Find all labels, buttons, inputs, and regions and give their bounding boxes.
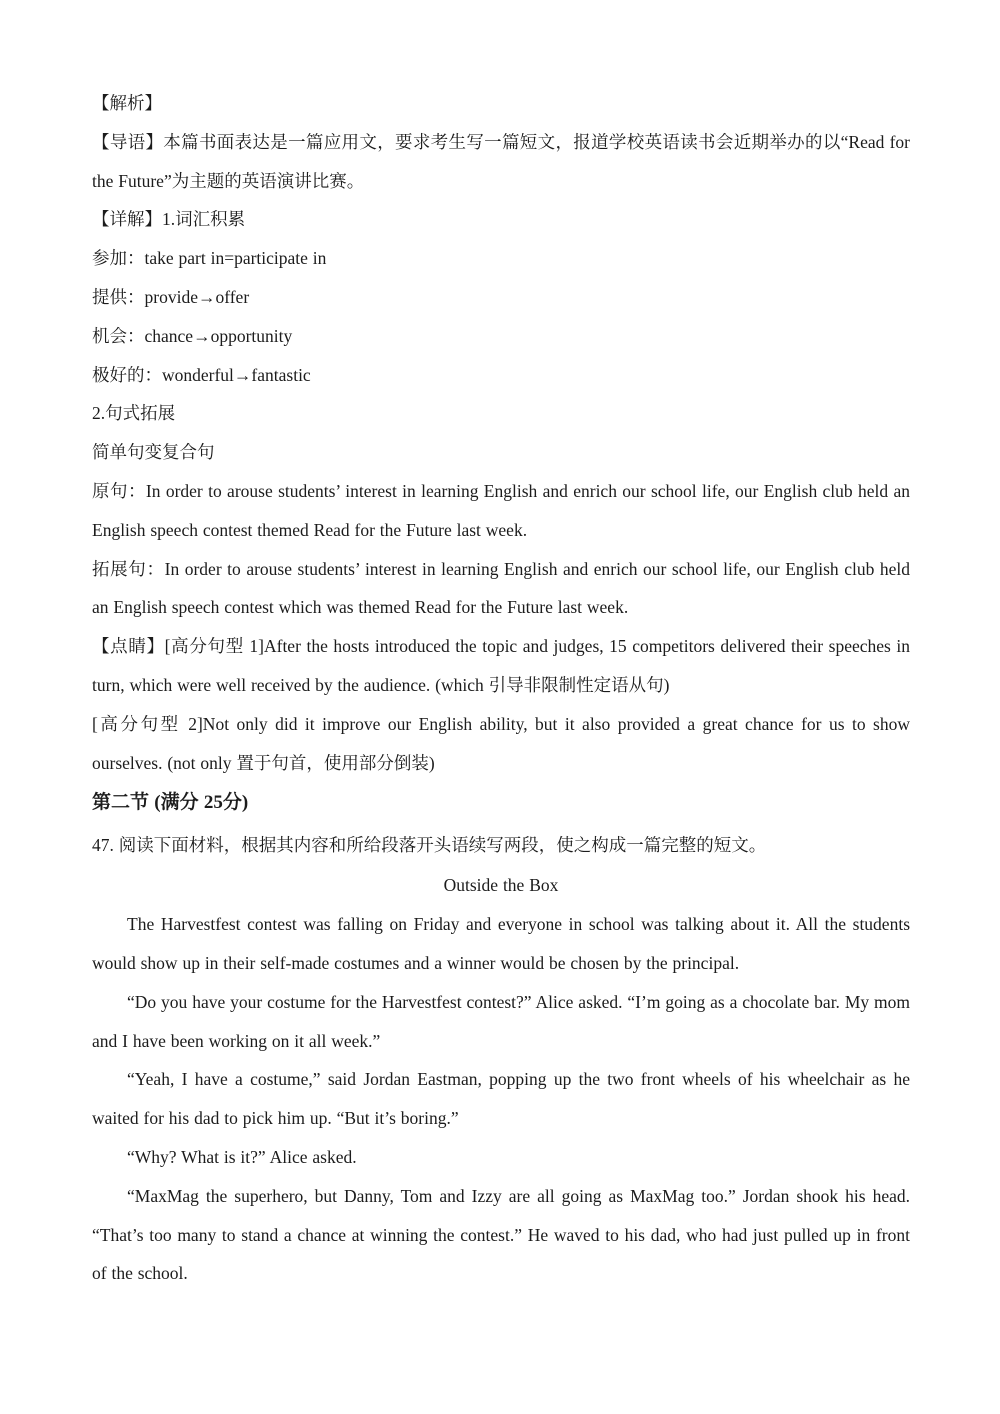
vocab-item: 极好的：wonderful→fantastic bbox=[92, 364, 311, 385]
vocab-item: 参加：take part in=participate in bbox=[92, 248, 327, 269]
story-paragraph: “MaxMag the superhero, but Danny, Tom and Izzy are all going as MaxMag too.” Jordan shook his head. “That’s too many to stand a chance at winning the contest.” He waved to his dad, who had just pulled up in front of the school. bbox=[92, 1185, 910, 1284]
analysis-intro: 【导语】本篇书面表达是一篇应用文，要求考生写一篇短文，报道学校英语读书会近期举办的以“Read for the Future”为主题的英语演讲比赛。 bbox=[92, 131, 910, 191]
analysis-header: 【解析】 bbox=[92, 93, 162, 113]
vocab-item: 机会：chance→opportunity bbox=[92, 325, 293, 346]
highlight-sentence-1: 【点睛】[高分句型 1]After the hosts introduced the topic and judges, 15 competitors delivered their speeches in turn, which were well received by the audience. (which 引导非限制性定语从句) bbox=[92, 636, 910, 695]
original-sentence: 原句：In order to arouse students’ interest in learning English and enrich our school life, our English club held an English speech contest themed Read for the Future last week. bbox=[92, 480, 910, 540]
story-title: Outside the Box bbox=[443, 875, 559, 896]
story-paragraph: “Yeah, I have a costume,” said Jordan Eastman, popping up the two front wheels of his wheelchair as he waited for his dad to pick him up. “But it’s boring.” bbox=[92, 1069, 910, 1129]
pattern-expansion-subheader: 简单句变复合句 bbox=[92, 442, 215, 463]
expanded-sentence: 拓展句：In order to arouse students’ interest in learning English and enrich our school life, our English club held an English speech contest which was themed Read for the Future last week. bbox=[92, 558, 910, 618]
analysis-detail-header: 【详解】1.词汇积累 bbox=[92, 209, 246, 230]
story-paragraph: The Harvestfest contest was falling on Friday and everyone in school was talking about it. All the students would show up in their self-made costumes and a winner would be chosen by the principal. bbox=[92, 914, 910, 973]
pattern-expansion-header: 2.句式拓展 bbox=[92, 403, 176, 424]
story-paragraph: “Why? What is it?” Alice asked. bbox=[127, 1146, 357, 1167]
question-47: 47. 阅读下面材料，根据其内容和所给段落开头语续写两段，使之构成一篇完整的短文。 bbox=[92, 835, 767, 856]
highlight-sentence-2: [高分句型 2]Not only did it improve our English ability, but it also provided a great chance for us to show ourselves. (not only 置于句首，使用部分倒装) bbox=[92, 713, 910, 773]
section-heading: 第二节 (满分 25分) bbox=[92, 792, 249, 814]
story-paragraph: “Do you have your costume for the Harvestfest contest?” Alice asked. “I’m going as a chocolate bar. My mom and I have been working on it all week.” bbox=[92, 991, 910, 1051]
vocab-item: 提供：provide→offer bbox=[92, 286, 250, 307]
